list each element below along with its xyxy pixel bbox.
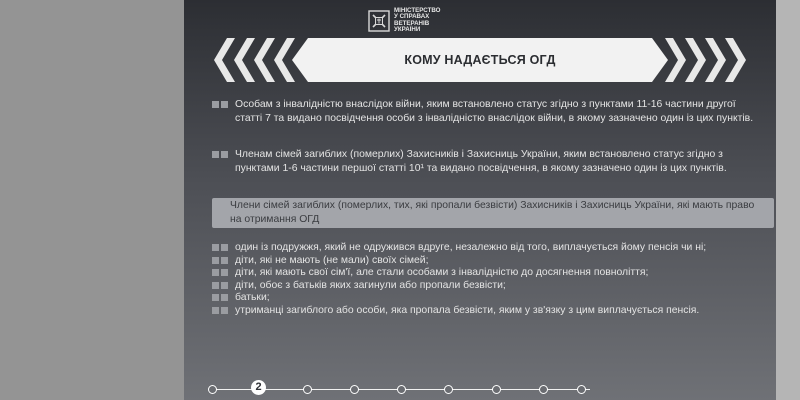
list-item bbox=[212, 280, 758, 293]
list-item-text: діти, які не мають (не мали) своїх сімей; bbox=[235, 254, 429, 266]
paragraph-text: Особам з інвалідністю внаслідок війни, яким встановлено статус згідно з пунктами 11-16 частини другої статті 7 та видано посвідчення особи з інвалідністю внаслідок війни, в якому зазначено один із цих пунктів. bbox=[235, 99, 754, 125]
paragraph-text: Членам сімей загиблих (померлих) Захисників і Захисниць України, яким встановлено статус згідно з пунктами 1-6 частини першої статті 10¹ та видано посвідчення, в якому зазначено один із цих пунктів. bbox=[235, 149, 727, 175]
logo-line: У СПРАВАХ bbox=[394, 13, 430, 21]
list-item-text: діти, обоє з батьків яких загинули або пропали безвісти; bbox=[235, 279, 506, 291]
logo-line: УКРАЇНИ bbox=[394, 26, 421, 34]
pager-dot[interactable] bbox=[350, 385, 359, 394]
bullet-icon bbox=[212, 307, 228, 315]
logo-line: МІНІСТЕРСТВО bbox=[394, 7, 441, 14]
paragraph-item bbox=[212, 98, 758, 126]
logo-line: ВЕТЕРАНІВ bbox=[394, 19, 430, 27]
list-item-text: утриманці загиблого або особи, яка пропала безвісти, яким у зв'язку з цим виплачується пенсія. bbox=[235, 304, 700, 316]
list-item-text: один із подружжя, який не одружився вдруге, незалежно від того, виплачується йому пенсія чи ні; bbox=[235, 242, 707, 253]
eligible-list bbox=[212, 242, 758, 317]
right-backdrop bbox=[776, 0, 800, 400]
list-item bbox=[212, 292, 758, 305]
paragraph-item bbox=[212, 148, 758, 176]
list-item-text: діти, які мають свої сім'ї, але стали особами з інвалідністю до досягнення повноліття; bbox=[235, 267, 649, 278]
left-backdrop bbox=[0, 0, 184, 400]
ministry-emblem-icon bbox=[368, 10, 390, 32]
highlight-text: Члени сімей загиблих (померлих, тих, які пропали безвісти) Захисників і Захисниць України, які мають право на отримання ОГД bbox=[230, 200, 755, 226]
page-indicator bbox=[212, 378, 590, 398]
pager-dot[interactable] bbox=[397, 385, 406, 394]
title-banner bbox=[210, 38, 750, 82]
bullet-icon bbox=[212, 282, 228, 290]
list-item-text: батьки; bbox=[235, 292, 270, 303]
pager-dot-active[interactable]: 2 bbox=[251, 380, 266, 395]
bullet-icon bbox=[212, 294, 228, 302]
pager-dot[interactable] bbox=[539, 385, 548, 394]
pager-dot[interactable] bbox=[492, 385, 501, 394]
ministry-logo bbox=[368, 8, 454, 34]
list-item bbox=[212, 242, 758, 255]
bullet-icon bbox=[212, 269, 228, 277]
pager-dot[interactable] bbox=[208, 385, 217, 394]
bullet-icon bbox=[212, 101, 228, 109]
bullet-icon bbox=[212, 257, 228, 265]
pager-dot[interactable] bbox=[444, 385, 453, 394]
pager-dot[interactable] bbox=[577, 385, 586, 394]
list-item bbox=[212, 305, 758, 318]
bullet-icon bbox=[212, 151, 228, 159]
page-title: КОМУ НАДАЄТЬСЯ ОГД bbox=[404, 53, 556, 67]
list-item bbox=[212, 267, 758, 280]
pager-dot[interactable] bbox=[303, 385, 312, 394]
info-card bbox=[184, 0, 776, 400]
ministry-name bbox=[394, 8, 454, 34]
bullet-icon bbox=[212, 244, 228, 252]
list-item bbox=[212, 255, 758, 268]
